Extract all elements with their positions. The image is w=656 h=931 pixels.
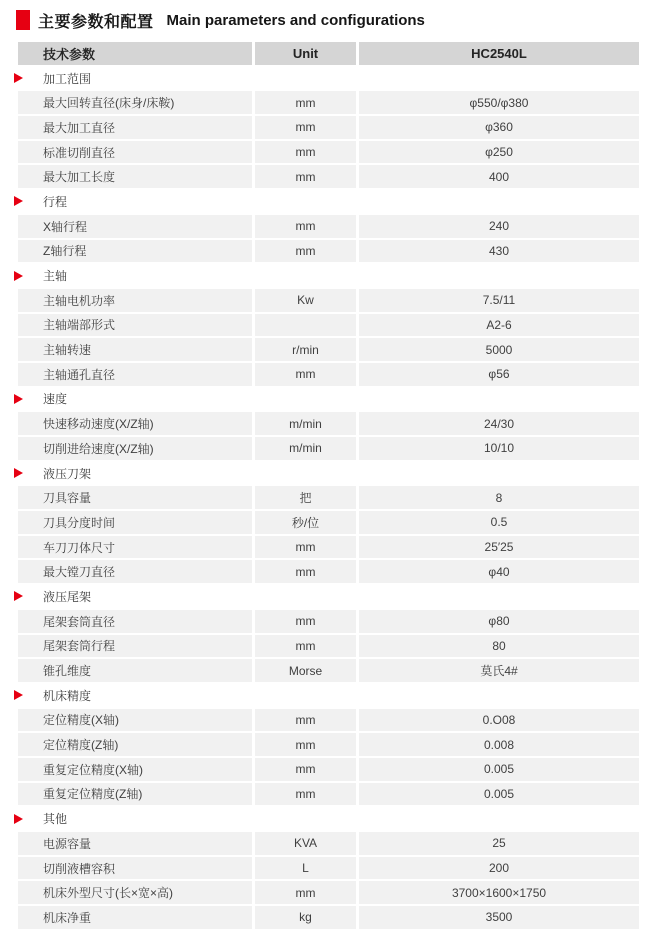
value-cell: φ360 [359,116,639,139]
param-cell: 主轴转速 [18,338,252,361]
value-cell: φ550/φ380 [359,91,639,114]
table-row [18,91,639,114]
unit-cell: mm [255,783,356,806]
table-row [18,733,639,756]
unit-cell: mm [255,91,356,114]
value-cell: 10/10 [359,437,639,460]
unit-cell: mm [255,610,356,633]
param-cell: 最大回转直径(床身/床鞍) [18,91,252,114]
unit-cell: mm [255,709,356,732]
red-right-triangle-icon [14,468,23,478]
page-title-zh: 主要参数和配置 [38,13,154,31]
section-row [18,264,639,287]
value-cell: 80 [359,635,639,658]
unit-cell: mm [255,116,356,139]
table-row [18,881,639,904]
param-cell: 重复定位精度(X轴) [18,758,252,781]
value-cell: 240 [359,215,639,238]
table-row [18,165,639,188]
table-row [18,857,639,880]
param-cell: 定位精度(X轴) [18,709,252,732]
value-cell: 24/30 [359,412,639,435]
section-title: 主轴 [43,269,68,284]
param-cell: 车刀刀体尺寸 [18,536,252,559]
red-right-triangle-icon [14,394,23,404]
section-title: 其他 [43,812,68,827]
param-cell: 锥孔维度 [18,659,252,682]
table-row [18,338,639,361]
value-cell: φ40 [359,560,639,583]
table-row [18,906,639,929]
section-title: 液压刀架 [43,466,92,481]
table-row [18,240,639,263]
unit-cell: 秒/位 [255,511,356,534]
value-cell: 0.5 [359,511,639,534]
section-row [18,67,639,90]
value-cell: 7.5/11 [359,289,639,312]
param-cell: 标准切削直径 [18,141,252,164]
value-cell: 5000 [359,338,639,361]
table-row [18,363,639,386]
param-cell: Z轴行程 [18,240,252,263]
column-header-unit: Unit [255,42,356,65]
param-cell: 最大加工直径 [18,116,252,139]
table-row [18,560,639,583]
section-title: 液压尾架 [43,589,92,604]
param-cell: 切削液槽容积 [18,857,252,880]
unit-cell: mm [255,881,356,904]
value-cell: φ56 [359,363,639,386]
table-row [18,141,639,164]
unit-cell: kg [255,906,356,929]
section-row [18,807,639,830]
unit-cell: mm [255,363,356,386]
param-cell: 机床外型尺寸(长×宽×高) [18,881,252,904]
param-cell: 最大镗刀直径 [18,560,252,583]
value-cell: φ80 [359,610,639,633]
table-row [18,635,639,658]
value-cell: 0.008 [359,733,639,756]
section-row [18,684,639,707]
table-row [18,511,639,534]
table-row [18,215,639,238]
table-row [18,832,639,855]
table-row [18,437,639,460]
red-square-icon [16,10,30,30]
table-row [18,536,639,559]
param-cell: 尾架套筒直径 [18,610,252,633]
table-row [18,659,639,682]
table-row [18,783,639,806]
unit-cell: mm [255,758,356,781]
table-body [18,67,639,929]
table-row [18,709,639,732]
red-right-triangle-icon [14,196,23,206]
param-cell: X轴行程 [18,215,252,238]
unit-cell: mm [255,165,356,188]
table-header-row [18,42,639,65]
param-cell: 机床净重 [18,906,252,929]
section-row [18,585,639,608]
table-row [18,314,639,337]
unit-cell: 把 [255,486,356,509]
red-right-triangle-icon [14,814,23,824]
section-title: 速度 [43,392,68,407]
param-cell: 主轴电机功率 [18,289,252,312]
value-cell: A2-6 [359,314,639,337]
table-row [18,486,639,509]
red-right-triangle-icon [14,73,23,83]
section-title: 行程 [43,194,68,209]
section-row [18,388,639,411]
red-right-triangle-icon [14,690,23,700]
table-row [18,758,639,781]
value-cell: 430 [359,240,639,263]
column-header-model: HC2540L [359,42,639,65]
param-cell: 刀具容量 [18,486,252,509]
unit-cell: mm [255,141,356,164]
unit-cell: KVA [255,832,356,855]
value-cell: 200 [359,857,639,880]
unit-cell: mm [255,560,356,583]
param-cell: 主轴端部形式 [18,314,252,337]
param-cell: 切削进给速度(X/Z轴) [18,437,252,460]
page-title [16,9,656,31]
param-cell: 尾架套筒行程 [18,635,252,658]
unit-cell: mm [255,536,356,559]
unit-cell: Kw [255,289,356,312]
value-cell: 8 [359,486,639,509]
unit-cell: mm [255,635,356,658]
value-cell: 0.005 [359,783,639,806]
table-row [18,412,639,435]
page-title-en: Main parameters and configurations [166,11,425,29]
value-cell: 3500 [359,906,639,929]
unit-cell: mm [255,733,356,756]
param-cell: 最大加工长度 [18,165,252,188]
section-title: 加工范围 [43,71,92,86]
table-row [18,610,639,633]
param-cell: 刀具分度时间 [18,511,252,534]
unit-cell: m/min [255,412,356,435]
section-row [18,190,639,213]
value-cell: 25′25 [359,536,639,559]
unit-cell: r/min [255,338,356,361]
param-cell: 快速移动速度(X/Z轴) [18,412,252,435]
param-cell: 主轴通孔直径 [18,363,252,386]
value-cell: 0.O08 [359,709,639,732]
section-title: 机床精度 [43,688,92,703]
value-cell: 3700×1600×1750 [359,881,639,904]
unit-cell: Morse [255,659,356,682]
table-row [18,289,639,312]
red-right-triangle-icon [14,271,23,281]
spec-table [18,42,639,929]
unit-cell: mm [255,240,356,263]
unit-cell: L [255,857,356,880]
table-row [18,116,639,139]
param-cell: 重复定位精度(Z轴) [18,783,252,806]
param-cell: 定位精度(Z轴) [18,733,252,756]
red-right-triangle-icon [14,591,23,601]
section-row [18,462,639,485]
param-cell: 电源容量 [18,832,252,855]
value-cell: φ250 [359,141,639,164]
unit-cell [255,314,356,337]
unit-cell: mm [255,215,356,238]
column-header-param: 技术参数 [18,42,252,65]
unit-cell: m/min [255,437,356,460]
value-cell: 25 [359,832,639,855]
value-cell: 0.005 [359,758,639,781]
value-cell: 莫氏4# [359,659,639,682]
value-cell: 400 [359,165,639,188]
